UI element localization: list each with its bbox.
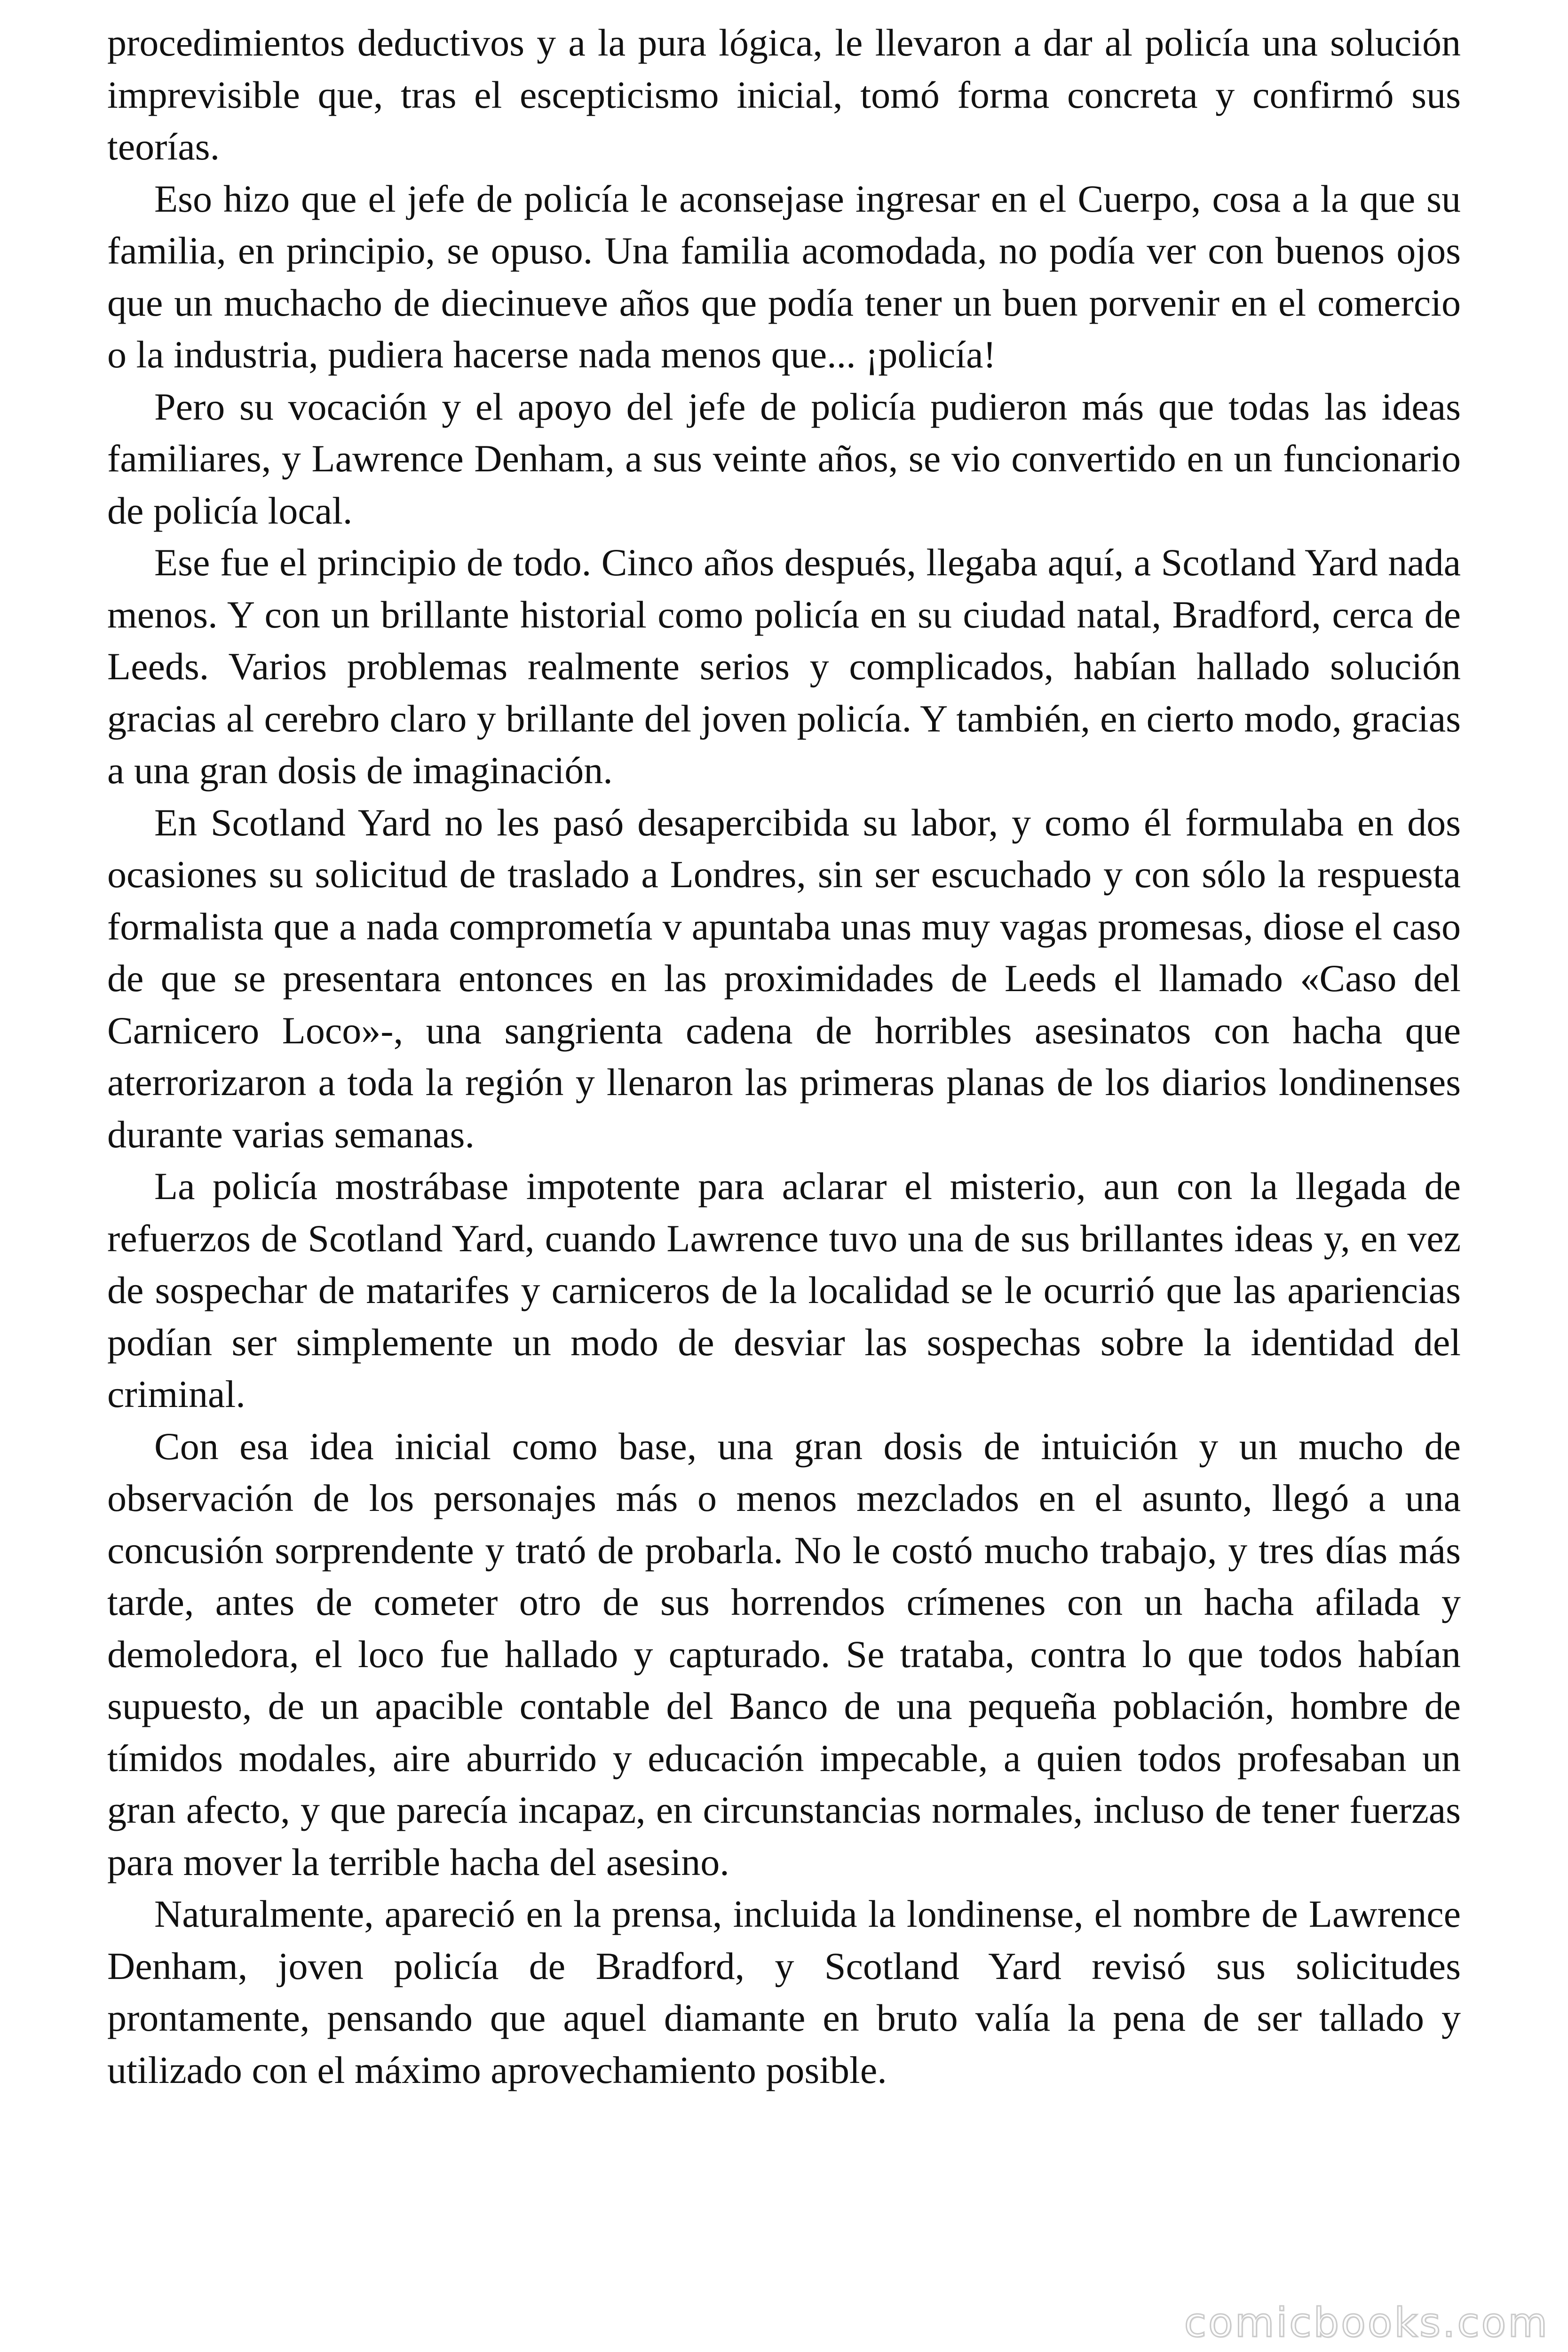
paragraph-3: Pero su vocación y el apoyo del jefe de policía pudieron más que todas las ideas familiares, y Lawrence Denham, a sus veinte años, se vio convertido en un funcionario de policía local. [107, 385, 1461, 532]
paragraph-8: Naturalmente, apareció en la prensa, incluida la londinense, el nombre de Lawrence Denham, joven policía de Bradford, y Scotland Yard revisó sus solicitudes prontamente, pensando que aquel diamante en bruto valía la pena de ser tallado y utilizado con el máximo aprovechamiento posible. [107, 1892, 1461, 2091]
paragraph-4: Ese fue el principio de todo. Cinco años después, llegaba aquí, a Scotland Yard nada menos. Y con un brillante historial como policía en su ciudad natal, Bradford, cerca de Leeds. Varios problemas realmente serios y complicados, habían hallado solución gracias al cerebro claro y brillante del joven policía. Y también, en cierto modo, gracias a una gran dosis de imaginación. [107, 541, 1461, 792]
watermark: comicbooks.com [1184, 2299, 1549, 2346]
paragraph-6: La policía mostrábase impotente para aclarar el misterio, aun con la llegada de refuerzos de Scotland Yard, cuando Lawrence tuvo una de sus brillantes ideas y, en vez de sospechar de matarifes y carniceros de la localidad se le ocurrió que las apariencias podían ser simplemente un modo de desviar las sospechas sobre la identidad del criminal. [107, 1165, 1461, 1415]
book-page [107, 17, 1461, 2303]
paragraph-1: procedimientos deductivos y a la pura lógica, le llevaron a dar al policía una solución imprevisible que, tras el escepticismo inicial, tomó forma concreta y confirmó sus teorías. [107, 21, 1461, 168]
paragraph-5: En Scotland Yard no les pasó desapercibida su labor, y como él formulaba en dos ocasiones su solicitud de traslado a Londres, sin ser escuchado y con sólo la respuesta formalista que a nada comprometía v apuntaba unas muy vagas promesas, diose el caso de que se presentara entonces en las proximidades de Leeds el llamado «Caso del Carnicero Loco»-, una sangrienta cadena de horribles asesinatos con hacha que aterrorizaron a toda la región y llenaron las primeras planas de los diarios londinenses durante varias semanas. [107, 801, 1461, 1156]
paragraph-7: Con esa idea inicial como base, una gran dosis de intuición y un mucho de observación de los personajes más o menos mezclados en el asunto, llegó a una concusión sorprendente y trató de probarla. No le costó mucho trabajo, y tres días más tarde, antes de cometer otro de sus horrendos crímenes con un hacha afilada y demoledora, el loco fue hallado y capturado. Se trataba, contra lo que todos habían supuesto, de un apacible contable del Banco de una pequeña población, hombre de tímidos modales, aire aburrido y educación impecable, a quien todos profesaban un gran afecto, y que parecía incapaz, en circunstancias normales, incluso de tener fuerzas para mover la terrible hacha del asesino. [107, 1424, 1461, 1883]
paragraph-2: Eso hizo que el jefe de policía le aconsejase ingresar en el Cuerpo, cosa a la que su familia, en principio, se opuso. Una familia acomodada, no podía ver con buenos ojos que un muchacho de diecinueve años que podía tener un buen porvenir en el comercio o la industria, pudiera hacerse nada menos que... ¡policía! [107, 177, 1461, 376]
